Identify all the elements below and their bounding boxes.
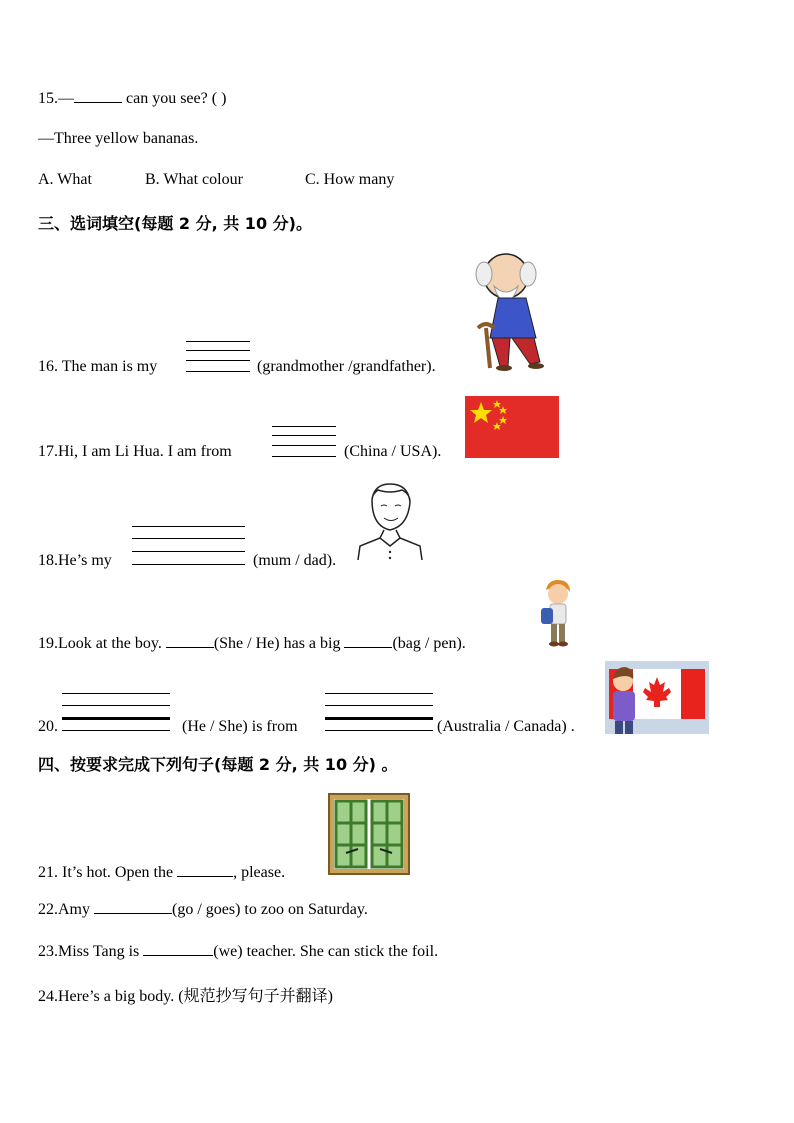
q20-middle: (He / She) is from <box>182 718 298 735</box>
q23-line <box>38 941 438 961</box>
q21-prefix: 21. It’s hot. Open the <box>38 864 174 881</box>
canada-flag-image <box>605 661 709 734</box>
grandfather-image <box>470 250 554 372</box>
section3-title: 三、选词填空(每题 2 分, 共 10 分)。 <box>38 214 312 233</box>
q22-suffix: (go / goes) to zoo on Saturday. <box>172 901 368 918</box>
q15-option-b: B. What colour <box>145 171 243 188</box>
china-flag-image <box>465 396 559 458</box>
q19-part2: (She / He) has a big <box>213 635 341 652</box>
q21-line <box>38 862 285 882</box>
q15-option-c: C. How many <box>305 171 395 188</box>
q20-prefix: 20. <box>38 718 58 735</box>
q19-part3: (bag / pen). <box>392 635 466 652</box>
q17-prefix: 17.Hi, I am Li Hua. I am from <box>38 443 232 460</box>
q17-writing-lines[interactable] <box>272 426 336 458</box>
q22-line <box>38 899 368 919</box>
q21-suffix: , please. <box>233 864 286 881</box>
q24-text: 24.Here’s a big body. (规范抄写句子并翻译) <box>38 988 333 1005</box>
q18-suffix: (mum / dad). <box>253 552 337 569</box>
q22-blank[interactable] <box>94 899 172 914</box>
q16-suffix: (grandmother /grandfather). <box>257 358 436 375</box>
q23-blank[interactable] <box>143 941 213 956</box>
q15-option-a: A. What <box>38 171 92 188</box>
q21-blank[interactable] <box>177 862 233 877</box>
q19-blank2[interactable] <box>344 633 392 648</box>
q15-line2: —Three yellow bananas. <box>38 130 199 147</box>
q19-part1: 19.Look at the boy. <box>38 635 162 652</box>
q17-suffix: (China / USA). <box>344 443 442 460</box>
q23-suffix: (we) teacher. She can stick the foil. <box>213 943 439 960</box>
q18-prefix: 18.He’s my <box>38 552 112 569</box>
window-image <box>328 793 410 875</box>
q22-prefix: 22.Amy <box>38 901 90 918</box>
q18-writing-lines[interactable] <box>132 526 245 566</box>
q15-suffix: can you see? ( ) <box>122 90 227 107</box>
q20-writing-lines-1[interactable] <box>62 693 170 733</box>
section4-title: 四、按要求完成下列句子(每题 2 分, 共 10 分) 。 <box>38 755 398 774</box>
q20-writing-lines-2[interactable] <box>325 693 433 733</box>
dad-sketch-image <box>356 480 426 562</box>
q16-prefix: 16. The man is my <box>38 358 158 375</box>
q15-line1 <box>38 88 226 108</box>
q23-prefix: 23.Miss Tang is <box>38 943 140 960</box>
q15-prefix: 15.— <box>38 90 74 107</box>
q15-blank[interactable] <box>74 88 122 103</box>
q19-line <box>38 633 466 653</box>
q19-blank1[interactable] <box>166 633 214 648</box>
q16-writing-lines[interactable] <box>186 341 250 373</box>
boy-image <box>538 578 574 648</box>
q20-suffix: (Australia / Canada) . <box>437 718 575 735</box>
